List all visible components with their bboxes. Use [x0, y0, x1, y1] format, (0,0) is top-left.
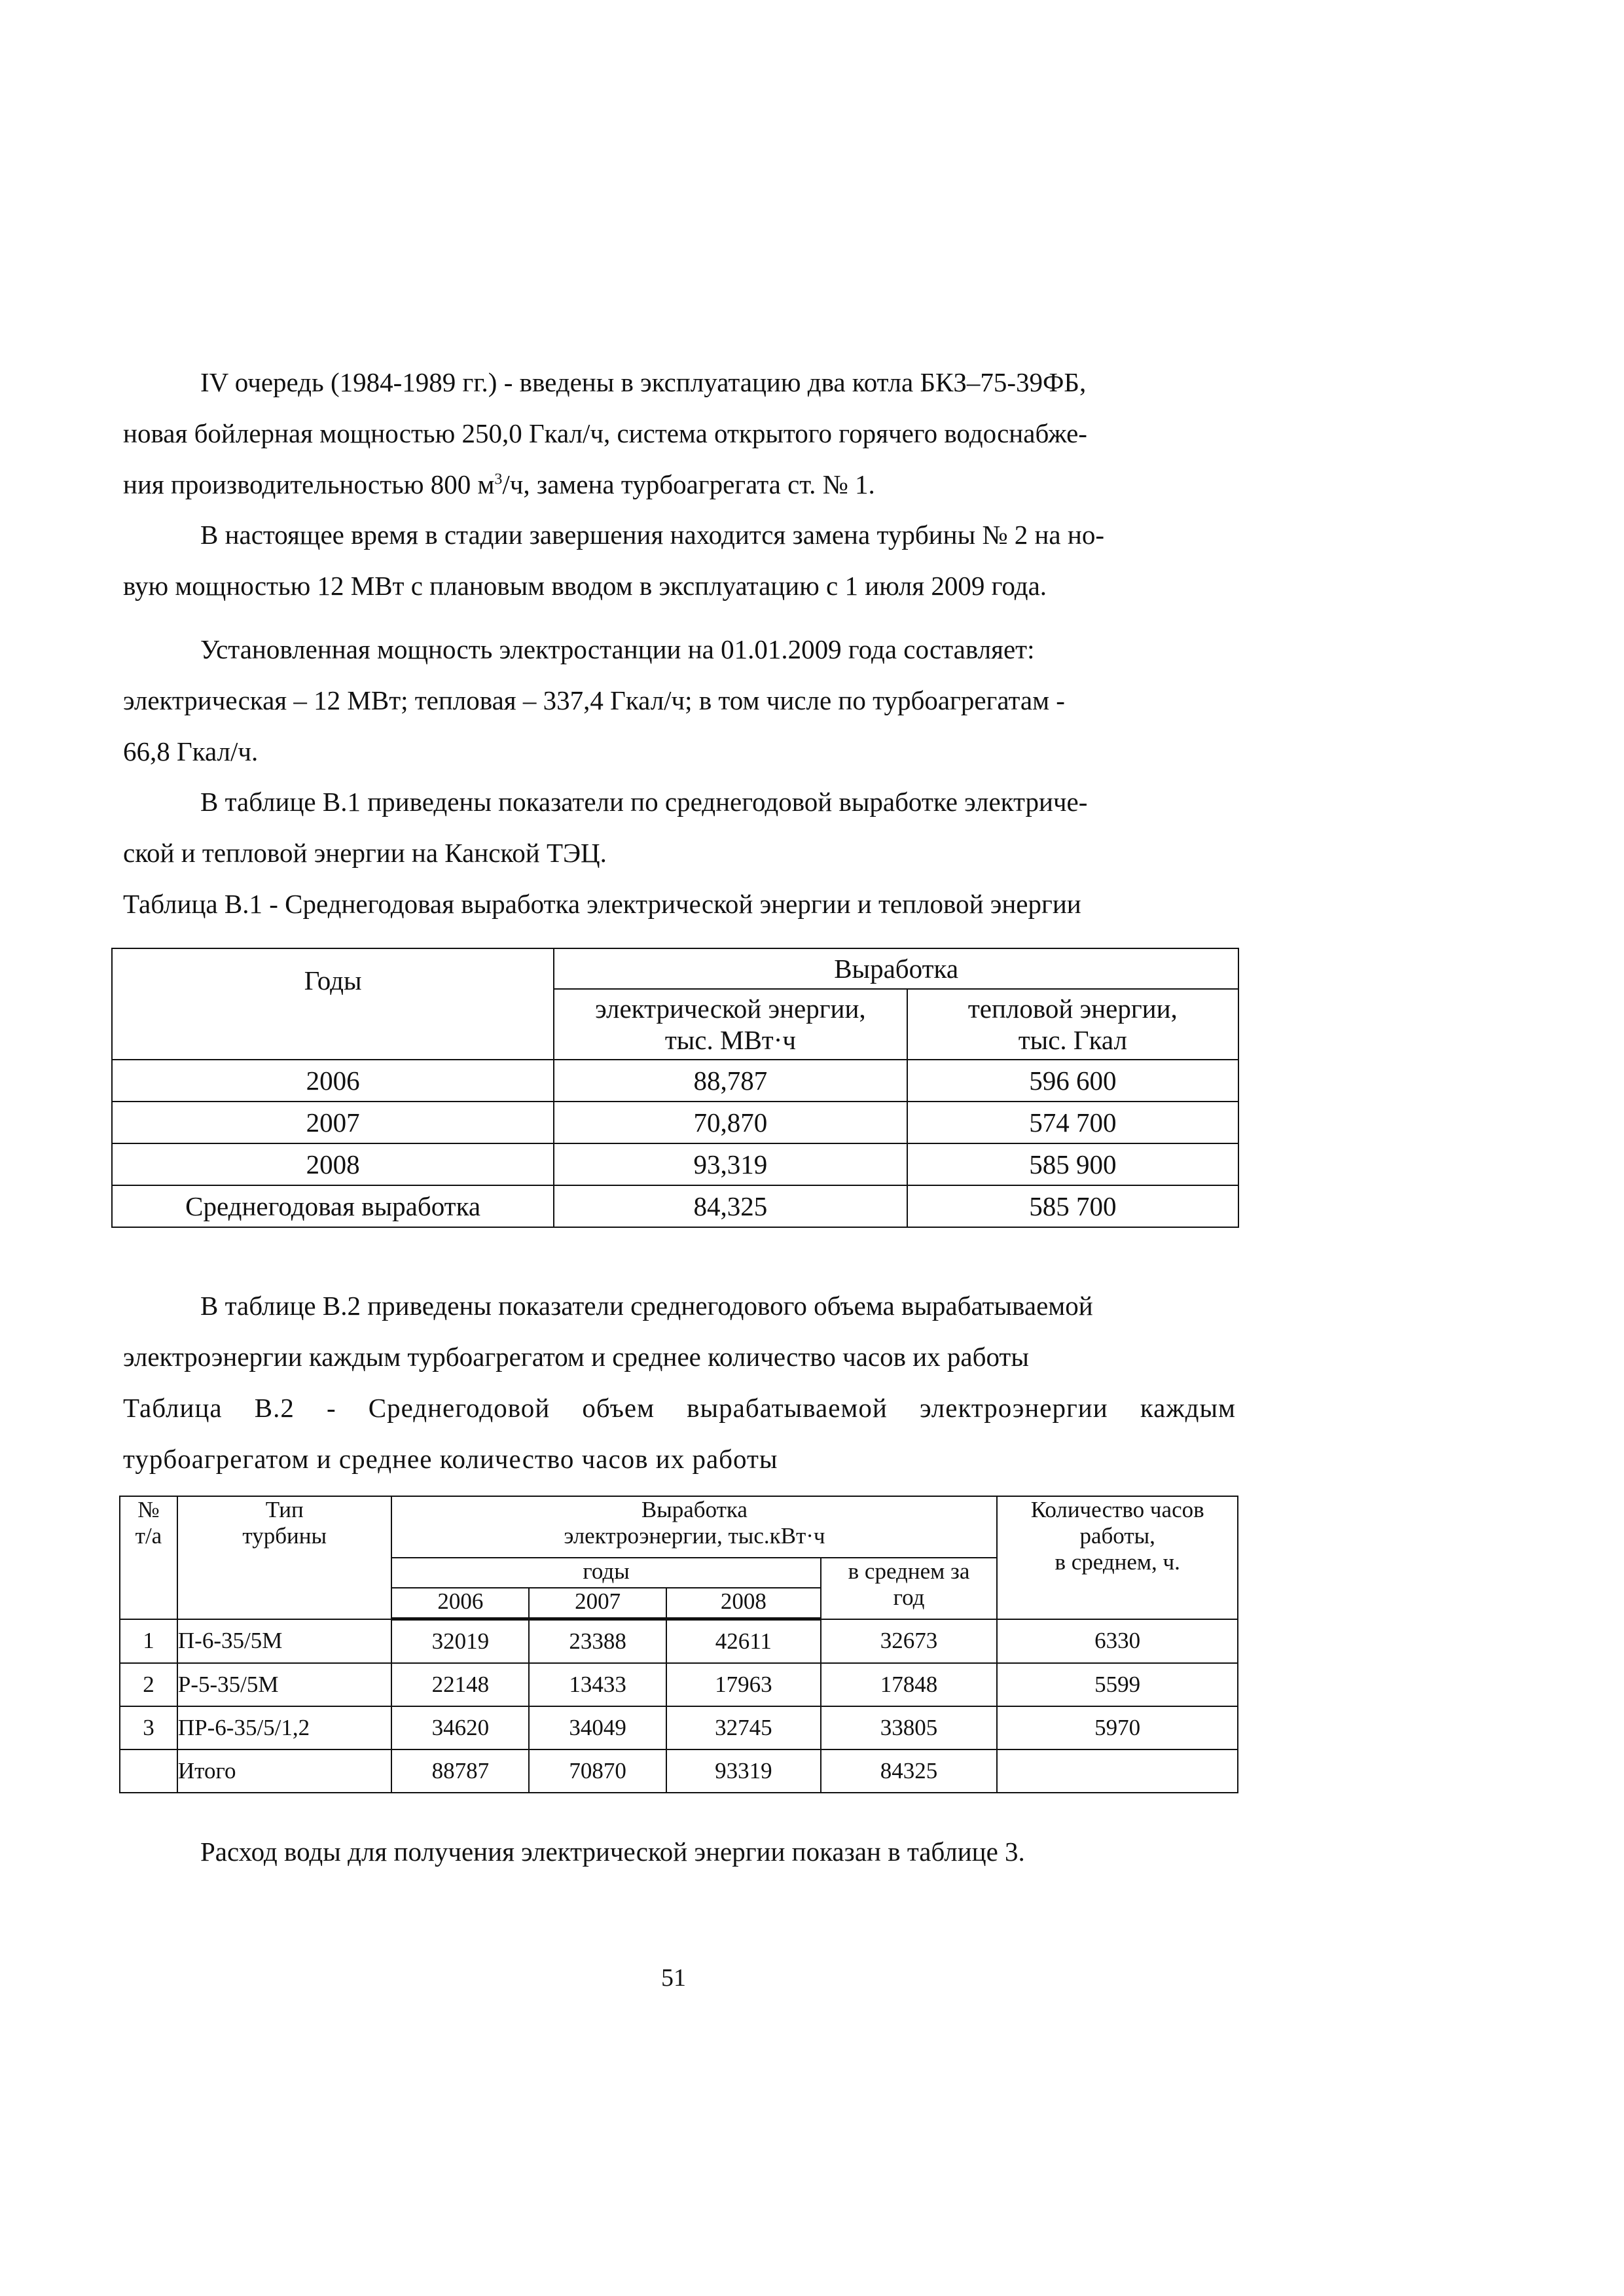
table-2-cell-num: 2 [120, 1663, 177, 1706]
table-row [120, 1706, 1238, 1749]
table-2-header-type-l1: Тип [265, 1497, 304, 1522]
paragraph-1-line-3a: ния производительностью 800 м [123, 469, 495, 499]
table-2-header-num-l2: т/а [135, 1523, 162, 1549]
table-2-header-num [120, 1496, 177, 1619]
table-row [112, 1060, 1238, 1102]
table-row [112, 1185, 1238, 1227]
table-2-header-production-l1: Выработка [641, 1497, 748, 1522]
table-2-cell-hours: 6330 [997, 1619, 1238, 1664]
table-1-cell-thermal: 596 600 [907, 1060, 1238, 1102]
table-2-cell-num: 3 [120, 1706, 177, 1749]
table-2-cell-num: 1 [120, 1619, 177, 1664]
table-row [120, 1619, 1238, 1664]
paragraph-3-line-1: Установленная мощность электростанции на 01.01.2009 года составляет: [200, 634, 1035, 664]
table-2-header-type-l2: турбины [242, 1523, 327, 1549]
table-2-caption-line-1: Таблица В.2 - Среднегодовой объем вырабатываемой электроэнергии каждым [123, 1393, 1236, 1423]
table-2-cell-type: Р-5-35/5М [177, 1663, 392, 1706]
table-2-cell-num [120, 1749, 177, 1793]
table-1-header-thermal [907, 989, 1238, 1060]
table-1-header-years: Годы [112, 948, 554, 1060]
paragraph-3-line-3: 66,8 Гкал/ч. [123, 736, 259, 766]
table-1-caption: Таблица В.1 - Среднегодовая выработка электрической энергии и тепловой энергии [123, 889, 1081, 919]
paragraph-5-line-2: электроэнергии каждым турбоагрегатом и среднее количество часов их работы [123, 1342, 1029, 1372]
paragraph-4 [123, 776, 1236, 878]
paragraph-2-line-1: В настоящее время в стадии завершения находится замена турбины № 2 на но- [200, 520, 1104, 550]
table-1-cell-electric: 93,319 [554, 1143, 907, 1185]
table-2-cell-avg: 17848 [821, 1663, 998, 1706]
table-row [120, 1663, 1238, 1706]
table-2-header-hours-l1: Количество часов [1030, 1497, 1204, 1522]
paragraph-6: Расход воды для получения электрической энергии показан в таблице 3. [200, 1837, 1025, 1867]
table-2-header-hours-l3: в среднем, ч. [1055, 1549, 1180, 1575]
table-1 [111, 948, 1239, 1228]
table-2-cell-2008: 42611 [666, 1619, 821, 1664]
table-2-caption [123, 1382, 1236, 1484]
table-2-header-hours [997, 1496, 1238, 1619]
table-2-caption-line-2: турбоагрегатом и среднее количество часов их работы [123, 1444, 778, 1474]
table-2-cell-type: П-6-35/5М [177, 1619, 392, 1664]
table-2-cell-avg: 32673 [821, 1619, 998, 1664]
paragraph-5-line-1: В таблице В.2 приведены показатели среднегодового объема вырабатываемой [200, 1291, 1093, 1321]
table-2-header-production [391, 1496, 997, 1558]
table-1-cell-electric: 84,325 [554, 1185, 907, 1227]
paragraph-4-line-2: ской и тепловой энергии на Канской ТЭЦ. [123, 838, 607, 868]
table-2 [119, 1496, 1238, 1793]
paragraph-1-line-3b: /ч, замена турбоагрегата ст. № 1. [502, 469, 875, 499]
table-2-cell-2007: 70870 [529, 1749, 666, 1793]
table-row [112, 1143, 1238, 1185]
paragraph-3 [123, 624, 1236, 777]
table-2-cell-2006: 32019 [391, 1619, 529, 1664]
paragraph-3-line-2: электрическая – 12 МВт; тепловая – 337,4 Гкал/ч; в том числе по турбоагрегатам - [123, 685, 1065, 715]
table-2-cell-2007: 23388 [529, 1619, 666, 1664]
table-1-cell-year: 2006 [112, 1060, 554, 1102]
table-2-header-years: годы [391, 1558, 820, 1588]
table-2-header-avg-l1: в среднем за [848, 1558, 970, 1584]
table-2-cell-avg: 84325 [821, 1749, 998, 1793]
table-2-cell-2007: 34049 [529, 1706, 666, 1749]
table-1-header-thermal-l1: тепловой энергии, [967, 994, 1178, 1024]
table-1-cell-year: Среднегодовая выработка [112, 1185, 554, 1227]
page-number: 51 [661, 1964, 686, 1992]
table-2-header-2006: 2006 [391, 1588, 529, 1619]
table-1-cell-thermal: 585 700 [907, 1185, 1238, 1227]
table-1-cell-electric: 70,870 [554, 1102, 907, 1143]
table-1-cell-thermal: 585 900 [907, 1143, 1238, 1185]
table-1-header-electric-l2: тыс. МВт·ч [664, 1025, 796, 1055]
table-1-header-production: Выработка [554, 948, 1238, 989]
table-2-cell-2007: 13433 [529, 1663, 666, 1706]
table-2-header-num-l1: № [137, 1497, 160, 1522]
paragraph-1-line-2: новая бойлерная мощностью 250,0 Гкал/ч, система открытого горячего водоснабже- [123, 418, 1087, 448]
table-2-cell-type: Итого [177, 1749, 392, 1793]
table-1-cell-thermal: 574 700 [907, 1102, 1238, 1143]
table-2-header-type [177, 1496, 392, 1619]
paragraph-5 [123, 1280, 1236, 1382]
table-2-cell-2008: 17963 [666, 1663, 821, 1706]
table-2-header-avg [821, 1558, 998, 1619]
superscript-3: 3 [494, 471, 503, 488]
table-1-header-electric [554, 989, 907, 1060]
table-2-header-avg-l2: год [893, 1585, 925, 1610]
table-2-cell-2006: 88787 [391, 1749, 529, 1793]
table-2-cell-type: ПР-6-35/5/1,2 [177, 1706, 392, 1749]
table-2-cell-2006: 34620 [391, 1706, 529, 1749]
table-2-cell-2006: 22148 [391, 1663, 529, 1706]
table-row [112, 1102, 1238, 1143]
table-2-header-2007: 2007 [529, 1588, 666, 1619]
table-1-header-thermal-l2: тыс. Гкал [1018, 1025, 1127, 1055]
paragraph-1-line-3 [123, 459, 1236, 510]
table-2-cell-hours: 5599 [997, 1663, 1238, 1706]
table-2-header-production-l2: электроэнергии, тыс.кВт·ч [564, 1523, 825, 1549]
table-2-header-hours-l2: работы, [1079, 1523, 1155, 1549]
paragraph-4-line-1: В таблице В.1 приведены показатели по среднегодовой выработке электриче- [200, 787, 1088, 817]
table-1-cell-electric: 88,787 [554, 1060, 907, 1102]
table-1-cell-year: 2008 [112, 1143, 554, 1185]
table-2-cell-2008: 93319 [666, 1749, 821, 1793]
paragraph-2 [123, 509, 1236, 611]
table-2-header-2008: 2008 [666, 1588, 821, 1619]
table-2-cell-2008: 32745 [666, 1706, 821, 1749]
table-row [120, 1749, 1238, 1793]
table-1-header-electric-l1: электрической энергии, [595, 994, 866, 1024]
paragraph-1 [123, 357, 1236, 510]
table-2-cell-avg: 33805 [821, 1706, 998, 1749]
table-2-cell-hours [997, 1749, 1238, 1793]
table-1-cell-year: 2007 [112, 1102, 554, 1143]
table-2-cell-hours: 5970 [997, 1706, 1238, 1749]
paragraph-2-line-2: вую мощностью 12 МВт с плановым вводом в эксплуатацию с 1 июля 2009 года. [123, 571, 1047, 601]
paragraph-1-line-1: IV очередь (1984-1989 гг.) - введены в эксплуатацию два котла БКЗ–75-39ФБ, [200, 367, 1087, 397]
